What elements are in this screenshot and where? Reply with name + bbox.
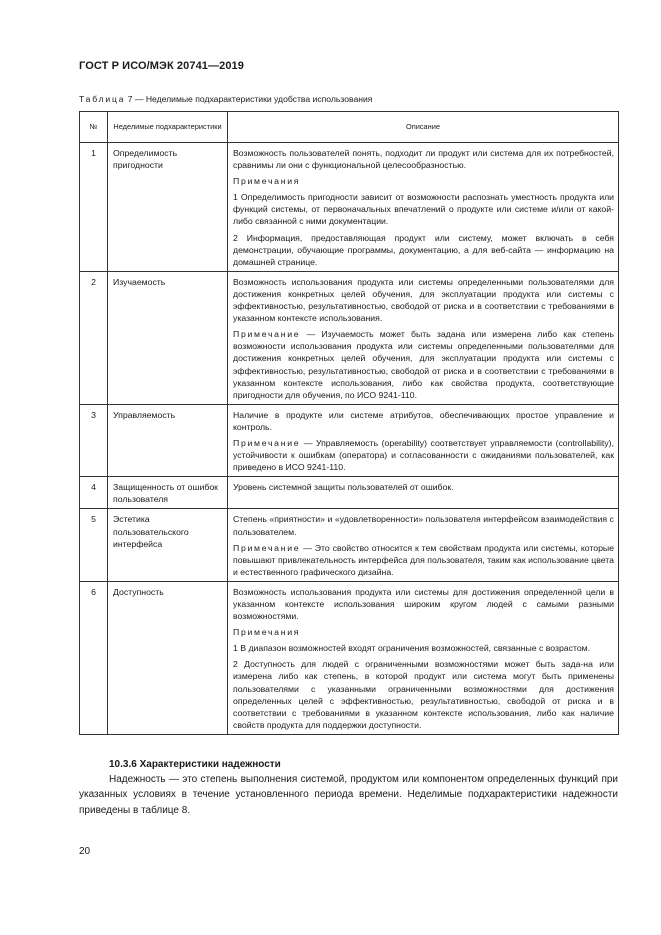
page-number: 20 [79, 846, 91, 857]
row-subcharacteristic-name: Определимость пригодности [108, 143, 228, 272]
description-paragraph: Уровень системной защиты пользователей от ошибок. [233, 482, 454, 493]
row-number: 5 [80, 509, 108, 581]
table-row [80, 581, 619, 734]
row-subcharacteristic-name: Доступность [108, 581, 228, 734]
row-description [228, 271, 619, 404]
table-caption-text: — Неделимые подхарактеристики удобства использования [134, 94, 373, 104]
table-row [80, 143, 619, 272]
description-paragraph: Возможность использования продукта или системы определенными пользователями для достижения конкретных целей обучения, для эксплуатации продукта или системы с эффективностью, результативностью, свободой от риска и в соответствии с требованиями в указанном контексте использования. [233, 276, 614, 324]
row-description [228, 477, 619, 509]
subcharacteristics-table [79, 111, 619, 735]
row-subcharacteristic-name: Изучаемость [108, 271, 228, 404]
table-header-row [80, 112, 619, 143]
note-paragraph [233, 328, 614, 401]
row-subcharacteristic-name: Управляемость [108, 404, 228, 476]
note-paragraph: 2 Доступность для людей с ограниченными возможностями может быть зада-на или измерена либо как степень, в которой продукт или система могут быть применены пользователями с указанными ограниченными возможностями для достижения определенных целей с эффективностью, результативностью, свободой от риска и в соответствии с требованиями в указанном контексте использования, либо как наличие свойств продукта для поддержки доступности. [233, 659, 614, 730]
note-label: Примечание [233, 437, 301, 448]
note-label: Примечание [233, 542, 301, 553]
note-paragraph: 1 Определимость пригодности зависит от возможности распознать уместность продукта или функций системы, от первоначальных впечатлений о продукте или системе и/или от какой-либо связанной с ними документации. [233, 192, 614, 227]
note-paragraph: 2 Информация, предоставляющая продукт или систему, может включать в себя демонстрации, обучающие программы, документацию, а для веб-сайта — информацию на домашней странице. [233, 232, 614, 267]
description-paragraph: Степень «приятности» и «удовлетворенности» пользователя интерфейсом взаимодействия с пользователем. [233, 514, 614, 537]
row-description [228, 509, 619, 581]
note-text: — Это свойство относится к тем свойствам продукта или системы, которые повышают привлекательность интерфейса для пользователя, таким как использование цвета и естественного графического дизайна. [233, 542, 614, 577]
document-header: ГОСТ Р ИСО/МЭК 20741—2019 [79, 60, 244, 72]
note-text: — Управляемость (operability) соответствует управляемости (controllability), устойчивости к ошибкам (оператора) и согласованности с ожиданиями пользователей, как приведено в ИСО 9241-110. [233, 437, 614, 473]
notes-label: Примечания [233, 627, 301, 638]
note-paragraph: 1 В диапазон возможностей входят ограничения возможностей, связанные с возрастом. [233, 643, 591, 654]
note-label: Примечание [233, 329, 301, 340]
row-description [228, 404, 619, 476]
note-text: — Изучаемость может быть задана или измерена либо как степень возможности использования продукта или системы определенными пользователями для достижения конкретных целей обучения, для эксплуатации продукта или системы с эффективностью, результативностью, свободой от риска и в соответствии с требованиями в указанном контексте использования, либо как свойства продукта, соответствующие пригодности для обучения, по ИСО 9241-110. [233, 329, 614, 400]
table-row [80, 404, 619, 476]
table-row [80, 509, 619, 581]
row-number: 1 [80, 143, 108, 272]
table-row [80, 477, 619, 509]
section-reliability [79, 757, 618, 818]
header-description: Описание [228, 112, 619, 143]
row-number: 2 [80, 271, 108, 404]
table-caption [79, 94, 372, 104]
section-heading: 10.3.6 Характеристики надежности [109, 759, 281, 770]
row-number: 3 [80, 404, 108, 476]
section-body: Надежность — это степень выполнения системой, продуктом или компонентом определенных функций при указанных условиях в течение установленного периода времени. Неделимые подхарактеристики надежности приведены в таблице 8. [79, 774, 618, 816]
notes-label: Примечания [233, 176, 301, 187]
note-paragraph [233, 437, 614, 473]
table-caption-label: Таблица [79, 94, 126, 104]
row-description [228, 143, 619, 272]
row-number: 4 [80, 477, 108, 509]
description-paragraph: Возможность использования продукта или системы для достижения определенной цели в указанном контексте использования широким кругом людей с самыми разными возможностями. [233, 586, 614, 622]
description-paragraph: Возможность пользователей понять, подходит ли продукт или система для их потребностей, сравнимы ли они с функциональной целесообразностью. [233, 148, 614, 171]
table-caption-number: 7 [127, 94, 133, 104]
row-subcharacteristic-name: Защищенность от ошибок пользователя [108, 477, 228, 509]
header-num: № [80, 112, 108, 143]
row-description [228, 581, 619, 734]
row-subcharacteristic-name: Эстетика пользовательского интерфейса [108, 509, 228, 581]
header-subcharacteristic: Неделимые подхарактеристики [108, 112, 228, 143]
row-number: 6 [80, 581, 108, 734]
table-row [80, 271, 619, 404]
note-paragraph [233, 542, 614, 578]
description-paragraph: Наличие в продукте или системе атрибутов, обеспечивающих простое управление и контроль. [233, 409, 614, 432]
